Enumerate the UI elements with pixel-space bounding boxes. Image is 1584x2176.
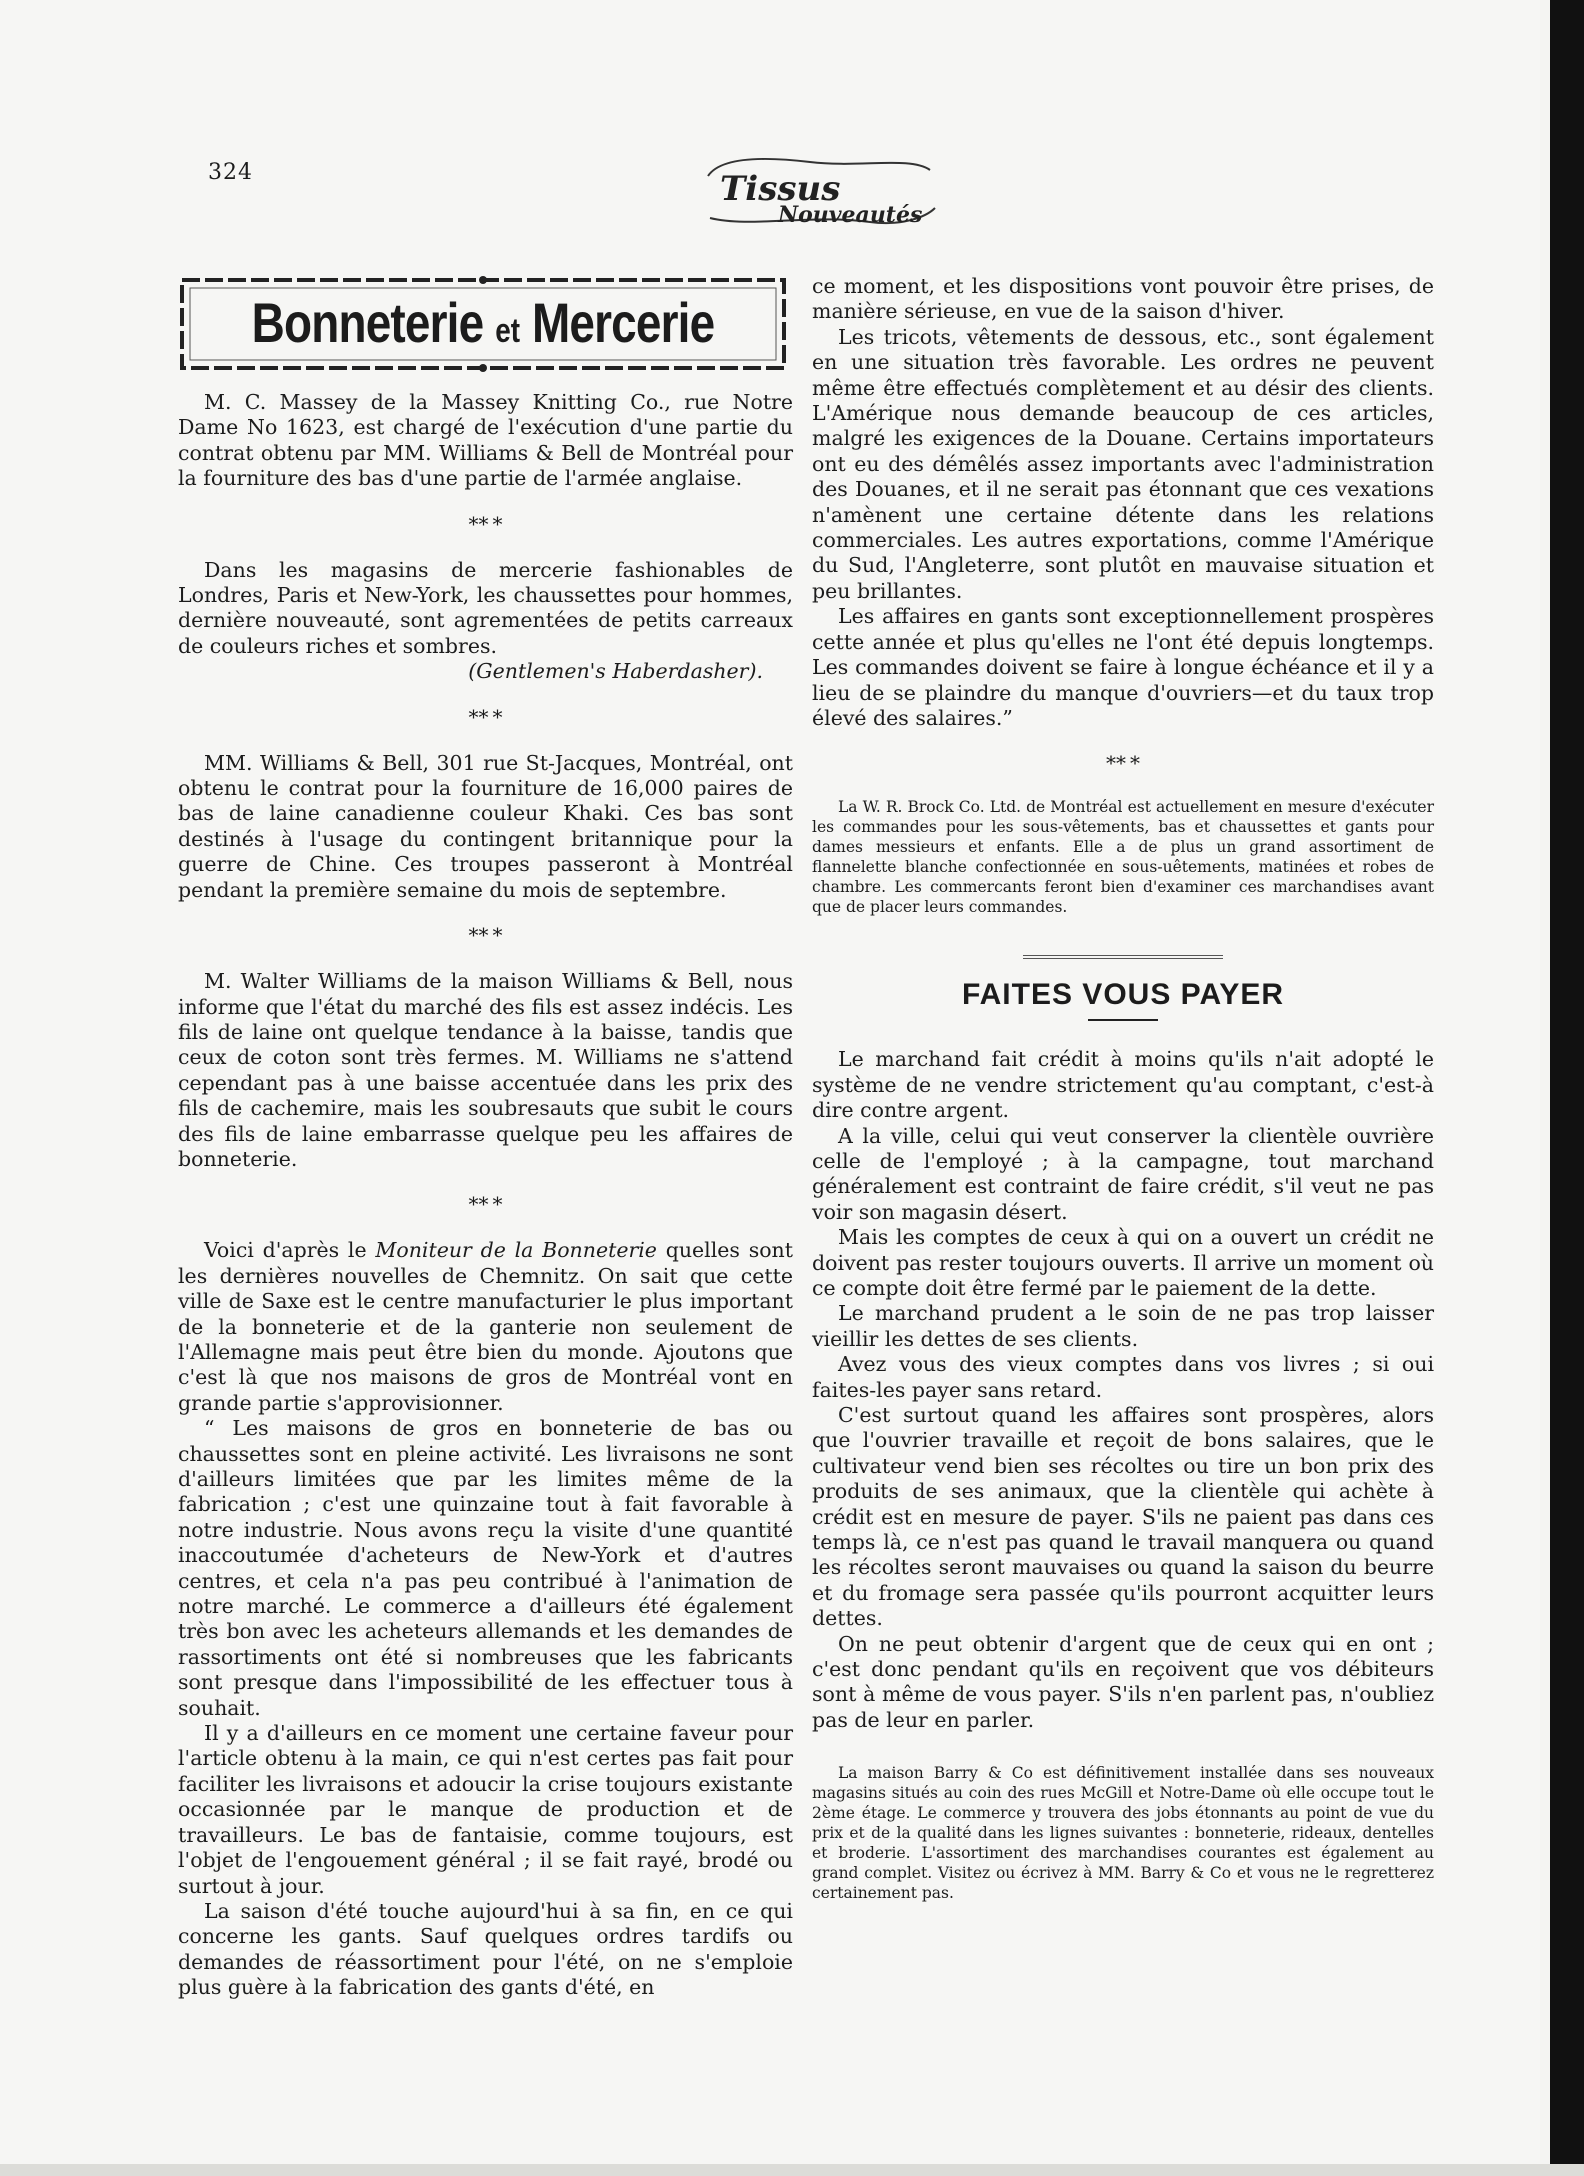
paragraph: Dans les magasins de mercerie fashionables de Londres, Paris et New-York, les chaussettes pour hommes, dernière nouveauté, sont agrementées de petits carreaux de couleurs riches et sombres. xyxy=(178,557,793,658)
paragraph: “ Les maisons de gros en bonneterie de bas ou chaussettes sont en pleine activité. Les livraisons ne sont d'ailleurs limitées que par les limites même de la fabrication ; c'est une quinzaine tout à fait favorable à notre industrie. Nous avons reçu la visite d'une quantité inaccoutumée d'acheteurs de New-York et d'autres centres, et cela n'a pas peu contribué à l'animation de notre marché. Le commerce a d'ailleurs été également très bon avec les acheteurs allemands et les demandes de rassortiments ont été si nombreuses que les fabricants sont presque dans l'impossibilité de les effectuer tous à souhait. xyxy=(178,1416,793,1720)
barry-notice xyxy=(812,1763,1434,1903)
scan-border xyxy=(0,2164,1584,2176)
separator-stars: ** * xyxy=(468,1192,503,1217)
page-number: 324 xyxy=(208,160,253,185)
separator-stars: ** * xyxy=(468,704,503,729)
paragraph: Le marchand fait crédit à moins qu'ils n'ait adopté le système de ne vendre strictement qu'au comptant, c'est-à dire contre argent. xyxy=(812,1047,1434,1123)
paragraph: MM. Williams & Bell, 301 rue St-Jacques, Montréal, ont obtenu le contrat pour la fourniture de 16,000 paires de bas de laine canadienne couleur Khaki. Ces bas sont destinés à l'usage du contingent britannique pour la guerre de Chine. Ces troupes passeront à Montréal pendant la première semaine du mois de septembre. xyxy=(178,750,793,902)
svg-text:Tissus: Tissus xyxy=(720,169,841,209)
masthead-logo xyxy=(690,148,945,230)
paragraph: M. C. Massey de la Massey Knitting Co., rue Notre Dame No 1623, est chargé de l'exécution d'une partie du contrat obtenu par MM. Williams & Bell de Montréal pour la fourniture des bas d'une partie de l'armée anglaise. xyxy=(178,390,793,491)
separator-stars: ** * xyxy=(468,511,503,536)
paragraph: Les affaires en gants sont exceptionnellement prospères cette année et plus qu'elles ne l'ont été depuis longtemps. Les commandes doivent se faire à longue échéance et il y a lieu de se plaindre du manque d'ouvriers—et du taux trop élevé des salaires.” xyxy=(812,604,1434,730)
svg-text:Nouveautés: Nouveautés xyxy=(778,202,923,228)
section-heading: FAITES VOUS PAYER xyxy=(961,978,1285,1012)
separator-stars: ** * xyxy=(468,923,503,948)
paragraph: C'est surtout quand les affaires sont prospères, alors que l'ouvrier travaille et reçoit de bons salaires, que le cultivateur vend bien ses récoltes ou tire un bon prix des produits de ses animaux, que la clientèle qui achète à crédit est en mesure de payer. S'ils ne paient pas dans ces temps là, ce n'est pas quand le travail manquera ou quand les récoltes seront mauvaises ou quand la saison du beurre et du fromage sera passée qu'ils pourront acquitter leurs dettes. xyxy=(812,1403,1434,1631)
separator-stars: ** * xyxy=(1106,751,1140,776)
right-column xyxy=(812,274,1434,1903)
paragraph: Les tricots, vêtements de dessous, etc., sont également en une situation très favorable. Les ordres ne peuvent même être effectués complètement et au désir des clients. L'Amérique nous demande beaucoup de ces articles, malgré les exigences de la Douane. Certains importateurs ont eu des démêlés assez importants avec l'administration des Douanes, et il ne serait pas étonnant que ces vexations n'amènent une certaine détente dans les relations commerciales. Les autres exportations, comme l'Amérique du Sud, l'Angleterre, sont plutôt en mauvaise situation et peu brillantes. xyxy=(812,324,1434,603)
notice-text: La maison Barry & Co est définitivement installée dans ses nouveaux magasins situés au coin des rues McGill et Notre-Dame où elle occupe tout le 2ème étage. Le commerce y trouvera des jobs étonnants au point de vue du prix et de la qualité dans les lignes suivantes : bonneterie, rideaux, dentelles et broderie. L'assortiment des marchandises courantes est également au grand complet. Visitez ou écrivez à MM. Barry & Co et vous ne le regretterez certainement pas. xyxy=(812,1764,1434,1903)
divider xyxy=(1088,1019,1158,1021)
source-attribution: (Gentlemen's Haberdasher). xyxy=(468,659,763,684)
paragraph: A la ville, celui qui veut conserver la clientèle ouvrière celle de l'employé ; à la campagne, tout marchand généralement est contraint de faire crédit, s'il veut ne pas voir son magasin désert. xyxy=(812,1123,1434,1224)
divider xyxy=(1023,955,1223,959)
paragraph: M. Walter Williams de la maison Williams & Bell, nous informe que l'état du marché des fils est assez indécis. Les fils de laine ont quelque tendance à la baisse, tandis que ceux de coton sont très fermes. M. Williams ne s'attend cependant pas à une baisse accentuée dans les prix des fils de cachemire, mais les soubresauts que subit le cours des fils de laine embarrasse quelque peu les affaires de bonneterie. xyxy=(178,969,793,1171)
brock-notice xyxy=(812,797,1434,917)
paragraph: ce moment, et les dispositions vont pouvoir être prises, de manière sérieuse, en vue de la saison d'hiver. xyxy=(812,274,1434,324)
section-title-frame xyxy=(178,270,788,378)
page-title: Bonneterie et Mercerie xyxy=(251,291,715,354)
paragraph: Avez vous des vieux comptes dans vos livres ; si oui faites-les payer sans retard. xyxy=(812,1352,1434,1402)
paragraph: La saison d'été touche aujourd'hui à sa fin, en ce qui concerne les gants. Sauf quelques ordres tardifs ou demandes de réassortiment pour l'été, on ne s'emploie plus guère à la fabrication des gants d'été, en xyxy=(178,1898,793,2000)
left-column xyxy=(178,270,793,2001)
paragraph: Voici d'après le Moniteur de la Bonneterie quelles sont les dernières nouvelles de Chemnitz. On sait que cette ville de Saxe est le centre manufacturier le plus important de la bonneterie et de la ganterie non seulement de l'Allemagne mais peut être bien du monde. Ajoutons que c'est là que nos maisons de gros de Montréal vont en grande partie s'approvisionner. xyxy=(178,1238,793,1415)
paragraph: Il y a d'ailleurs en ce moment une certaine faveur pour l'article obtenu à la main, ce qui n'est certes pas fait pour faciliter les livraisons et adoucir la crise toujours existante occasionnée par le manque de production et de travailleurs. Le bas de fantaisie, comme toujours, est l'objet de l'engouement général ; il se fait rayé, brodé ou surtout à jour. xyxy=(178,1721,793,1898)
paragraph: On ne peut obtenir d'argent que de ceux qui en ont ; c'est donc pendant qu'ils en reçoivent que vos débiteurs sont à même de vous payer. S'ils n'en parlent pas, n'oubliez pas de leur en parler. xyxy=(812,1631,1434,1732)
paragraph: Le marchand prudent a le soin de ne pas trop laisser vieillir les dettes de ses clients. xyxy=(812,1301,1434,1351)
scan-border xyxy=(1550,0,1584,2176)
paragraph: Mais les comptes de ceux à qui on a ouvert un crédit ne doivent pas rester toujours ouverts. Il arrive un moment où ce compte doit être fermé par le paiement de la dette. xyxy=(812,1225,1434,1300)
notice-text: La W. R. Brock Co. Ltd. de Montréal est actuellement en mesure d'exécuter les commandes pour les sous-vêtements, bas et chaussettes et gants pour dames messieurs et enfants. Elle a de plus un grand assortiment de flannelette blanche confectionnée en sous-uêtements, matinées et robes de chambre. Les commercants feront bien d'examiner ces marchandises avant que de placer leurs commandes. xyxy=(812,798,1434,917)
